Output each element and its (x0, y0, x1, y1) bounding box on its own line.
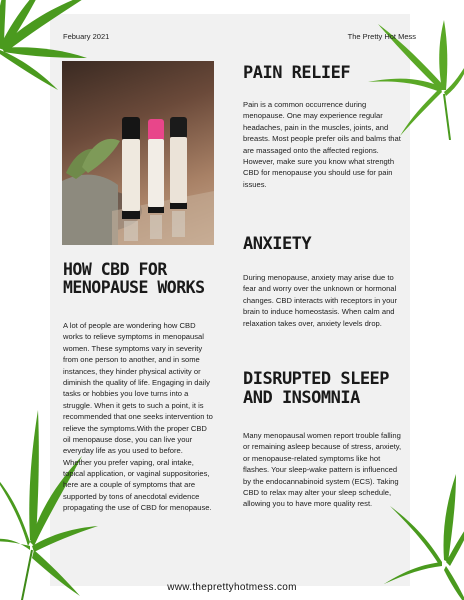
product-photo (62, 61, 214, 245)
section-body-anxiety: During menopause, anxiety may arise due to fear and worry over the unknown or hormonal changes. CBD interacts with receptors in your brain to induce homeostasis. When calm and relaxation takes over, anxiety levels drop. (243, 273, 398, 328)
section-heading-sleep: DISRUPTED SLEEP AND INSOMNIA (243, 369, 390, 409)
brand-name: The Pretty Hot Mess (347, 32, 416, 41)
left-section-body: A lot of people are wondering how CBD works to relieve symptoms in menopausal women. These symptoms vary in severity from one person to another, and in some instances, they hinder physical activity or diminish the quality of life. Engaging in daily tasks or hobbies you love turns into a struggle. When it gets to such a point, it is recommended that one seeks intervention to relieve the symptoms.With the proper CBD oil menopause dose, you can live your everyday life as you used to before. Whether you prefer vaping, oral intake, topical application, or vaginal suppositories, here are a couple of symptoms that are supported by tons of anecdotal evidence propagating the use of CBD for menopause. (63, 321, 213, 513)
website-link[interactable]: www.theprettyhotmess.com (167, 582, 297, 593)
section-heading-anxiety: ANXIETY (243, 234, 312, 254)
left-section-heading: HOW CBD FOR MENOPAUSE WORKS (63, 260, 205, 298)
section-body-sleep: Many menopausal women report trouble falling or remaining asleep because of stress, anxiety, or menopause-related symptoms like hot flashes. Your sleep-wake pattern is influenced by the endocannabinoid system (ECS). Taking CBD to relax may alter your sleep schedule, allowing you to have more quality rest. (243, 431, 402, 509)
section-heading-pain-relief: PAIN RELIEF (243, 63, 351, 83)
issue-date: Febuary 2021 (63, 32, 110, 41)
section-body-pain-relief: Pain is a common occurrence during menopause. One may experience regular headaches, pain in the muscles, joints, and breasts. Most people prefer oils and balms that are massaged onto the affected regions. However, make sure you know what strength CBD for menopause you should use for pain issues. (243, 100, 401, 189)
